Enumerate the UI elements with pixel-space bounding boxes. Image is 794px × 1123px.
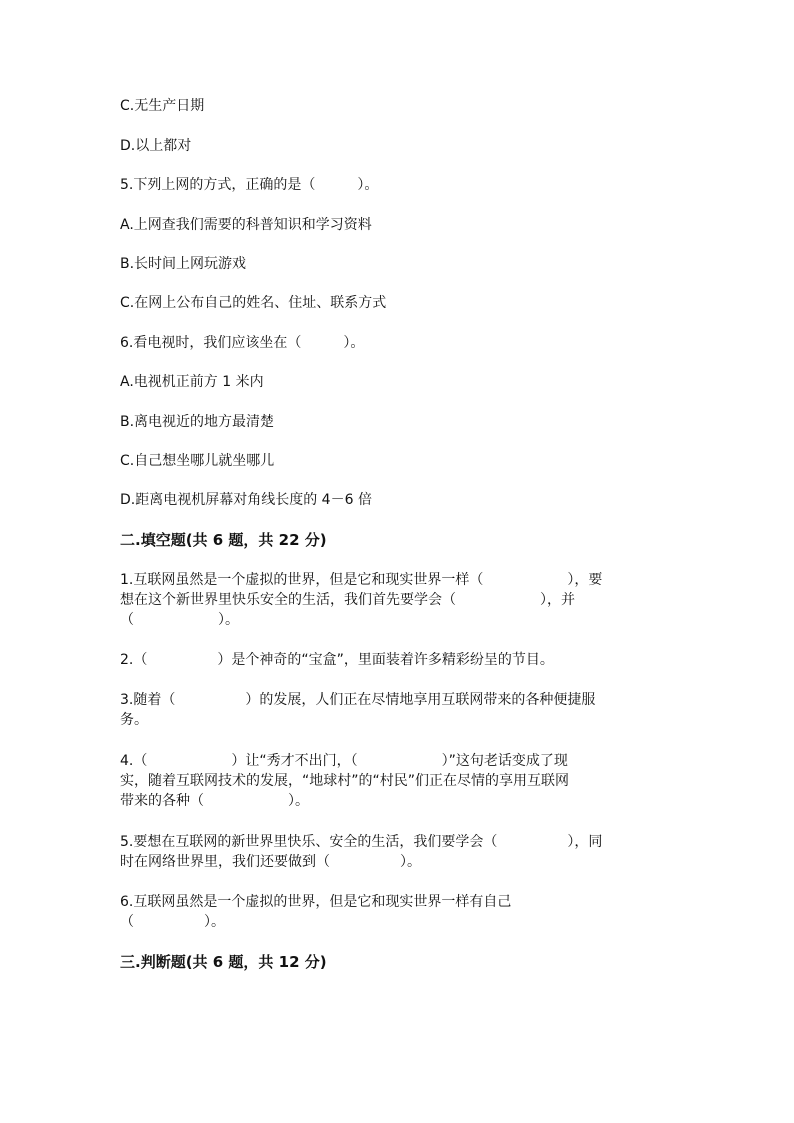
option-b-5: B.长时间上网玩游戏: [120, 256, 247, 272]
option-c-1: C.无生产日期: [120, 98, 205, 114]
fill-q4-line2: 实，随着互联网技术的发展，“地球村”的“村民”们正在尽情的享用互联网: [120, 773, 570, 789]
question-6: 6.看电视时，我们应该坐在（ ）。: [120, 335, 365, 351]
option-d-6: D.距离电视机屏幕对角线长度的 4－6 倍: [120, 492, 372, 508]
option-c-6: C.自己想坐哪儿就坐哪儿: [120, 453, 275, 469]
question-5: 5.下列上网的方式，正确的是（ ）。: [120, 177, 379, 193]
option-a-6: A.电视机正前方 1 米内: [120, 374, 264, 390]
fill-q4-line1: 4.（ ）让“秀才不出门，（ ）”这句老话变成了现: [120, 753, 568, 769]
fill-q3-line1: 3.随着（ ）的发展，人们正在尽情地享用互联网带来的各种便捷服: [120, 692, 596, 708]
section-heading-judge: 三.判断题(共 6 题，共 12 分): [120, 953, 327, 971]
option-b-6: B.离电视近的地方最清楚: [120, 414, 275, 430]
fill-q2-line1: 2.（ ）是个神奇的“宝盒”，里面装着许多精彩纷呈的节目。: [120, 652, 554, 668]
fill-q1-line1: 1.互联网虽然是一个虚拟的世界，但是它和现实世界一样（ ），要: [120, 572, 603, 588]
fill-q6-line1: 6.互联网虽然是一个虚拟的世界，但是它和现实世界一样有自己: [120, 894, 512, 910]
fill-question-3: [120, 690, 680, 730]
fill-question-2: [120, 650, 680, 670]
fill-q1-line3: （ ）。: [120, 612, 239, 628]
section-heading-fill: 二.填空题(共 6 题，共 22 分): [120, 531, 327, 549]
fill-question-6: [120, 892, 680, 932]
fill-q6-line2: （ ）。: [120, 914, 225, 930]
fill-q4-line3: 带来的各种（ ）。: [120, 793, 309, 809]
fill-q5-line2: 时在网络世界里，我们还要做到（ ）。: [120, 854, 421, 870]
option-c-5: C.在网上公布自己的姓名、住址、联系方式: [120, 295, 387, 311]
fill-q1-line2: 想在这个新世界里快乐安全的生活，我们首先要学会（ ），并: [120, 592, 575, 608]
fill-q5-line1: 5.要想在互联网的新世界里快乐、安全的生活，我们要学会（ ），同: [120, 834, 603, 850]
option-d-1: D.以上都对: [120, 138, 192, 154]
fill-question-1: [120, 570, 680, 630]
fill-question-4: [120, 751, 680, 811]
option-a-5: A.上网查我们需要的科普知识和学习资料: [120, 217, 372, 233]
fill-q3-line2: 务。: [120, 712, 148, 728]
fill-question-5: [120, 832, 680, 872]
